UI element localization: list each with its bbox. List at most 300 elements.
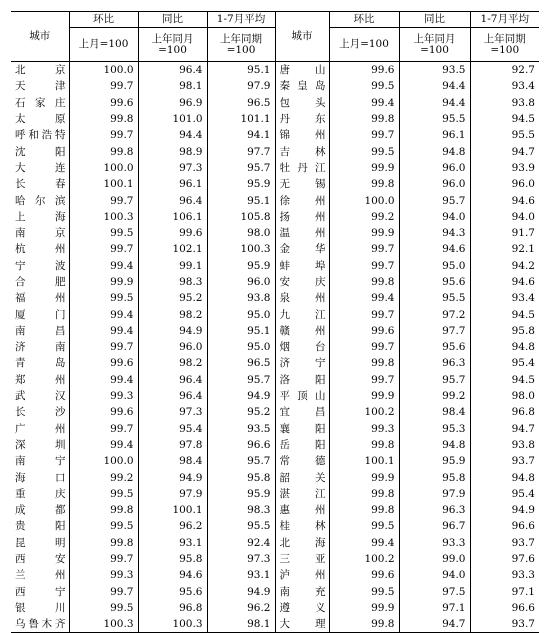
table-row [11,469,539,485]
yoy-value-left: 96.0 [138,339,207,355]
subheader-yoy-right [399,28,470,62]
city-name-right: 常德 [275,453,329,469]
city-name-right: 徐州 [275,192,329,208]
mom-value-right: 99.9 [329,469,399,485]
yoy-value-right: 99.2 [399,388,470,404]
avg-value-right: 93.7 [511,536,535,549]
yoy-value-left: 99.6 [138,225,207,241]
city-name-right: 平顶山 [275,388,329,404]
mom-value-right: 99.5 [329,518,399,534]
table-row [11,584,539,600]
city-name-right: 金华 [275,241,329,257]
yoy-value-left: 95.6 [138,584,207,600]
yoy-value-right: 95.6 [399,339,470,355]
yoy-value-left: 95.4 [138,421,207,437]
header-city-right: 城市 [275,12,329,62]
city-name-left: 成都 [11,502,69,518]
yoy-value-right: 96.7 [399,518,470,534]
mom-value-right: 99.6 [329,567,399,583]
yoy-value-right: 94.8 [399,143,470,159]
city-name-right: 襄阳 [275,421,329,437]
yoy-value-right: 95.3 [399,421,470,437]
yoy-value-left: 96.8 [138,600,207,616]
table-header [11,12,539,62]
avg-value-right: 96.6 [511,601,535,614]
city-name-left: 太原 [11,111,69,127]
table-row [11,437,539,453]
mom-value-right: 100.0 [329,192,399,208]
avg-value-right: 94.7 [511,422,535,435]
table-row [11,339,539,355]
city-name-left: 贵阳 [11,518,69,534]
avg-value-left: 98.1 [207,616,275,633]
mom-value-right: 99.8 [329,486,399,502]
yoy-value-right: 95.7 [399,372,470,388]
yoy-value-right: 95.9 [399,453,470,469]
avg-value-right: 94.6 [511,276,535,288]
table-row [11,567,539,583]
city-name-left: 南昌 [11,323,69,339]
yoy-value-right: 94.4 [399,95,470,111]
mom-value-left: 99.2 [69,469,138,485]
mom-value-left: 99.4 [69,258,138,274]
yoy-value-left: 98.1 [138,78,207,94]
yoy-value-right: 93.5 [399,62,470,79]
mom-value-right: 99.8 [329,176,399,192]
avg-value-left: 93.8 [207,290,275,306]
yoy-value-right: 94.6 [399,241,470,257]
city-name-right: 秦皇岛 [275,78,329,94]
mom-value-right: 99.8 [329,437,399,453]
subheader-yoy-left-line1: 上年同月 [151,32,194,45]
yoy-value-right: 96.0 [399,160,470,176]
avg-value-left: 95.1 [207,323,275,339]
city-name-right: 九江 [275,306,329,322]
avg-value-right: 95.8 [511,324,535,337]
yoy-value-left: 96.4 [138,192,207,208]
city-name-right: 济宁 [275,355,329,371]
mom-value-left: 99.3 [69,388,138,404]
avg-value-right: 93.7 [511,455,535,468]
city-name-right: 温州 [275,225,329,241]
yoy-value-left: 93.1 [138,535,207,551]
city-name-left: 天津 [11,78,69,94]
city-name-left: 长春 [11,176,69,192]
table-row [11,372,539,388]
header-avg-left: 1-7月平均 [207,12,275,28]
avg-value-left: 100.3 [207,241,275,257]
mom-value-right: 99.7 [329,339,399,355]
city-name-left: 西安 [11,551,69,567]
yoy-value-right: 98.4 [399,404,470,420]
yoy-value-right: 96.1 [399,127,470,143]
city-name-left: 杭州 [11,241,69,257]
city-name-right: 桂林 [275,518,329,534]
city-name-right: 三亚 [275,551,329,567]
mom-value-left: 99.7 [69,192,138,208]
table-row [11,111,539,127]
city-name-left: 合肥 [11,274,69,290]
yoy-value-left: 100.1 [138,502,207,518]
mom-value-right: 99.7 [329,258,399,274]
yoy-value-left: 97.3 [138,160,207,176]
avg-value-left: 97.7 [207,143,275,159]
city-name-right: 韶关 [275,469,329,485]
table-row [11,78,539,94]
avg-value-left: 97.9 [207,78,275,94]
city-name-left: 西宁 [11,584,69,600]
avg-value-left: 96.2 [207,600,275,616]
subheader-yoy-right-line2: =100 [420,43,449,56]
avg-value-left: 101.1 [207,111,275,127]
yoy-value-right: 94.0 [399,209,470,225]
city-name-left: 重庆 [11,486,69,502]
mom-value-right: 99.4 [329,290,399,306]
mom-value-left: 99.7 [69,127,138,143]
city-name-left: 呼和浩特 [11,127,69,143]
avg-value-right: 94.9 [511,504,535,517]
table-body [11,62,539,633]
yoy-value-right: 96.3 [399,355,470,371]
avg-value-right: 96.0 [511,178,535,191]
avg-value-right: 94.0 [511,210,535,223]
avg-value-right: 94.6 [511,194,535,207]
avg-value-left: 95.0 [207,306,275,322]
table-row [11,143,539,159]
mom-value-left: 99.7 [69,421,138,437]
city-name-right: 烟台 [275,339,329,355]
city-name-right: 丹东 [275,111,329,127]
avg-value-left: 95.5 [207,518,275,534]
mom-value-right: 99.4 [329,535,399,551]
avg-value-right: 94.5 [511,308,535,321]
yoy-value-left: 96.2 [138,518,207,534]
yoy-value-left: 94.6 [138,567,207,583]
avg-value-left: 96.5 [207,95,275,111]
mom-value-right: 99.8 [329,616,399,633]
subheader-avg-right [470,28,539,62]
city-name-left: 上海 [11,209,69,225]
city-name-left: 厦门 [11,306,69,322]
mom-value-left: 99.8 [69,143,138,159]
table-row [11,192,539,208]
avg-value-left: 94.9 [207,388,275,404]
city-name-left: 北京 [11,62,69,79]
mom-value-left: 99.5 [69,225,138,241]
city-name-left: 福州 [11,290,69,306]
yoy-value-right: 99.0 [399,551,470,567]
yoy-value-right: 95.5 [399,290,470,306]
subheader-mom-left: 上月=100 [69,28,138,62]
yoy-value-right: 94.0 [399,567,470,583]
subheader-avg-right-line1: 上年同期 [483,32,526,45]
city-name-left: 大连 [11,160,69,176]
avg-value-right: 97.1 [511,585,535,598]
city-name-left: 武汉 [11,388,69,404]
mom-value-right: 99.9 [329,600,399,616]
yoy-value-right: 97.1 [399,600,470,616]
table-row [11,62,539,79]
mom-value-left: 99.6 [69,95,138,111]
mom-value-left: 99.9 [69,274,138,290]
avg-value-right: 95.5 [511,129,535,142]
mom-value-left: 100.3 [69,616,138,633]
mom-value-left: 100.0 [69,453,138,469]
avg-value-left: 95.9 [207,176,275,192]
city-name-right: 洛阳 [275,372,329,388]
table-row [11,600,539,616]
yoy-value-right: 95.6 [399,274,470,290]
mom-value-left: 100.0 [69,160,138,176]
subheader-avg-left [207,28,275,62]
yoy-value-left: 97.9 [138,486,207,502]
mom-value-right: 99.5 [329,584,399,600]
avg-value-right: 95.4 [511,487,535,500]
mom-value-left: 99.6 [69,404,138,420]
yoy-value-right: 97.7 [399,323,470,339]
yoy-value-right: 94.3 [399,225,470,241]
city-name-right: 北海 [275,535,329,551]
mom-value-right: 100.2 [329,404,399,420]
avg-value-right: 94.2 [511,259,535,272]
avg-value-left: 96.0 [207,274,275,290]
mom-value-left: 99.6 [69,355,138,371]
avg-value-left: 92.4 [207,535,275,551]
table-row [11,258,539,274]
subheader-mom-right: 上月=100 [329,28,399,62]
avg-value-left: 105.8 [207,209,275,225]
mom-value-left: 99.8 [69,502,138,518]
city-name-right: 唐山 [275,62,329,79]
avg-value-right: 93.7 [470,616,539,633]
table-row [11,290,539,306]
header-mom-left: 环比 [69,12,138,28]
city-name-right: 无锡 [275,176,329,192]
city-name-right: 蚌埠 [275,258,329,274]
city-name-right: 宜昌 [275,404,329,420]
housing-price-index-table [11,11,539,633]
avg-value-right: 96.8 [511,406,535,419]
avg-value-right: 93.9 [511,161,535,174]
avg-value-right: 92.1 [511,243,535,256]
mom-value-left: 99.7 [69,241,138,257]
avg-value-left: 95.1 [207,192,275,208]
city-name-left: 兰州 [11,567,69,583]
yoy-value-left: 98.2 [138,306,207,322]
avg-value-left: 98.3 [207,502,275,518]
subheader-yoy-left [138,28,207,62]
city-name-right: 牡丹江 [275,160,329,176]
yoy-value-left: 101.0 [138,111,207,127]
header-mom-right: 环比 [329,12,399,28]
mom-value-left: 99.4 [69,323,138,339]
city-name-left: 宁波 [11,258,69,274]
table-row [11,225,539,241]
avg-value-right: 94.5 [511,113,535,126]
yoy-value-left: 94.4 [138,127,207,143]
avg-value-right: 93.4 [511,80,535,93]
table-row [11,518,539,534]
avg-value-right: 94.8 [511,341,535,354]
mom-value-right: 99.7 [329,372,399,388]
city-name-left: 郑州 [11,372,69,388]
avg-value-left: 95.9 [207,258,275,274]
mom-value-left: 99.4 [69,437,138,453]
yoy-value-right: 95.8 [399,469,470,485]
mom-value-left: 100.0 [69,62,138,79]
city-name-right: 泸州 [275,567,329,583]
city-name-left: 深圳 [11,437,69,453]
yoy-value-left: 96.4 [138,388,207,404]
yoy-value-left: 98.3 [138,274,207,290]
avg-value-right: 93.3 [511,569,535,582]
city-name-right: 南充 [275,584,329,600]
yoy-value-right: 95.7 [399,192,470,208]
subheader-avg-right-line2: =100 [490,43,520,56]
city-name-left: 济南 [11,339,69,355]
yoy-value-right: 96.0 [399,176,470,192]
city-name-left: 南宁 [11,453,69,469]
table-row [11,160,539,176]
table-row [11,388,539,404]
yoy-value-left: 96.4 [138,62,207,79]
city-name-left: 昆明 [11,535,69,551]
yoy-value-right: 94.4 [399,78,470,94]
avg-value-left: 94.9 [207,584,275,600]
city-name-left: 南京 [11,225,69,241]
mom-value-right: 99.7 [329,306,399,322]
table-row [11,323,539,339]
mom-value-left: 99.7 [69,584,138,600]
yoy-value-right: 94.8 [399,437,470,453]
yoy-value-right: 97.2 [399,306,470,322]
mom-value-left: 99.7 [69,339,138,355]
mom-value-right: 99.9 [329,160,399,176]
table-row [11,274,539,290]
avg-value-right: 93.4 [511,292,535,305]
mom-value-right: 99.6 [329,62,399,79]
mom-value-right: 99.3 [329,421,399,437]
city-name-right: 赣州 [275,323,329,339]
yoy-value-left: 102.1 [138,241,207,257]
table-row [11,306,539,322]
avg-value-left: 95.2 [207,404,275,420]
yoy-value-right: 97.9 [399,486,470,502]
yoy-value-left: 106.1 [138,209,207,225]
yoy-value-left: 95.2 [138,290,207,306]
mom-value-right: 99.2 [329,209,399,225]
table-row [11,95,539,111]
city-name-left: 乌鲁木齐 [11,616,69,633]
mom-value-right: 99.4 [329,95,399,111]
avg-value-right: 97.6 [511,553,535,566]
mom-value-left: 99.8 [69,535,138,551]
city-name-right: 扬州 [275,209,329,225]
avg-value-left: 95.7 [207,453,275,469]
table-row [11,535,539,551]
city-name-left: 石家庄 [11,95,69,111]
mom-value-right: 99.8 [329,274,399,290]
subheader-avg-left-line1: 上年同期 [220,32,262,45]
subheader-avg-left-line2: =100 [226,43,256,56]
yoy-value-right: 97.5 [399,584,470,600]
avg-value-right: 98.0 [511,390,535,403]
avg-value-right: 94.7 [511,145,535,158]
avg-value-left: 96.6 [207,437,275,453]
avg-value-right: 94.8 [511,471,535,484]
avg-value-left: 95.7 [207,372,275,388]
yoy-value-right: 94.7 [399,616,470,633]
table-row [11,127,539,143]
mom-value-right: 99.7 [329,241,399,257]
mom-value-right: 100.2 [329,551,399,567]
mom-value-left: 99.4 [69,306,138,322]
avg-value-left: 95.7 [207,160,275,176]
yoy-value-left: 96.9 [138,95,207,111]
table-row [11,616,539,633]
avg-value-left: 95.0 [207,339,275,355]
avg-value-left: 95.9 [207,486,275,502]
table-row [11,355,539,371]
mom-value-right: 99.9 [329,388,399,404]
city-name-left: 银川 [11,600,69,616]
city-name-right: 吉林 [275,143,329,159]
table-row [11,209,539,225]
mom-value-left: 99.5 [69,290,138,306]
city-name-right: 大理 [275,616,329,633]
mom-value-left: 99.5 [69,486,138,502]
yoy-value-left: 98.2 [138,355,207,371]
table-row [11,486,539,502]
yoy-value-left: 99.1 [138,258,207,274]
yoy-value-right: 95.5 [399,111,470,127]
mom-value-right: 99.7 [329,127,399,143]
city-name-left: 广州 [11,421,69,437]
yoy-value-left: 94.9 [138,469,207,485]
mom-value-left: 99.7 [69,551,138,567]
mom-value-left: 99.7 [69,78,138,94]
avg-value-right: 92.7 [511,64,535,77]
avg-value-left: 95.8 [207,469,275,485]
yoy-value-left: 97.8 [138,437,207,453]
mom-value-left: 99.8 [69,111,138,127]
mom-value-right: 99.6 [329,323,399,339]
table-row [11,176,539,192]
mom-value-left: 99.4 [69,372,138,388]
avg-value-left: 93.5 [207,421,275,437]
mom-value-right: 99.8 [329,355,399,371]
mom-value-left: 100.3 [69,209,138,225]
mom-value-left: 99.5 [69,600,138,616]
city-name-right: 惠州 [275,502,329,518]
avg-value-right: 96.6 [511,520,535,533]
avg-value-right: 93.8 [511,438,535,451]
header-yoy-left: 同比 [138,12,207,28]
yoy-value-right: 95.0 [399,258,470,274]
city-name-left: 哈尔滨 [11,192,69,208]
yoy-value-left: 96.1 [138,176,207,192]
city-name-right: 湛江 [275,486,329,502]
city-name-right: 锦州 [275,127,329,143]
table-row [11,241,539,257]
avg-value-right: 93.8 [511,96,535,109]
city-name-right: 泉州 [275,290,329,306]
yoy-value-left: 97.3 [138,404,207,420]
avg-value-left: 97.3 [207,551,275,567]
table-row [11,453,539,469]
mom-value-right: 99.8 [329,111,399,127]
mom-value-right: 100.1 [329,453,399,469]
